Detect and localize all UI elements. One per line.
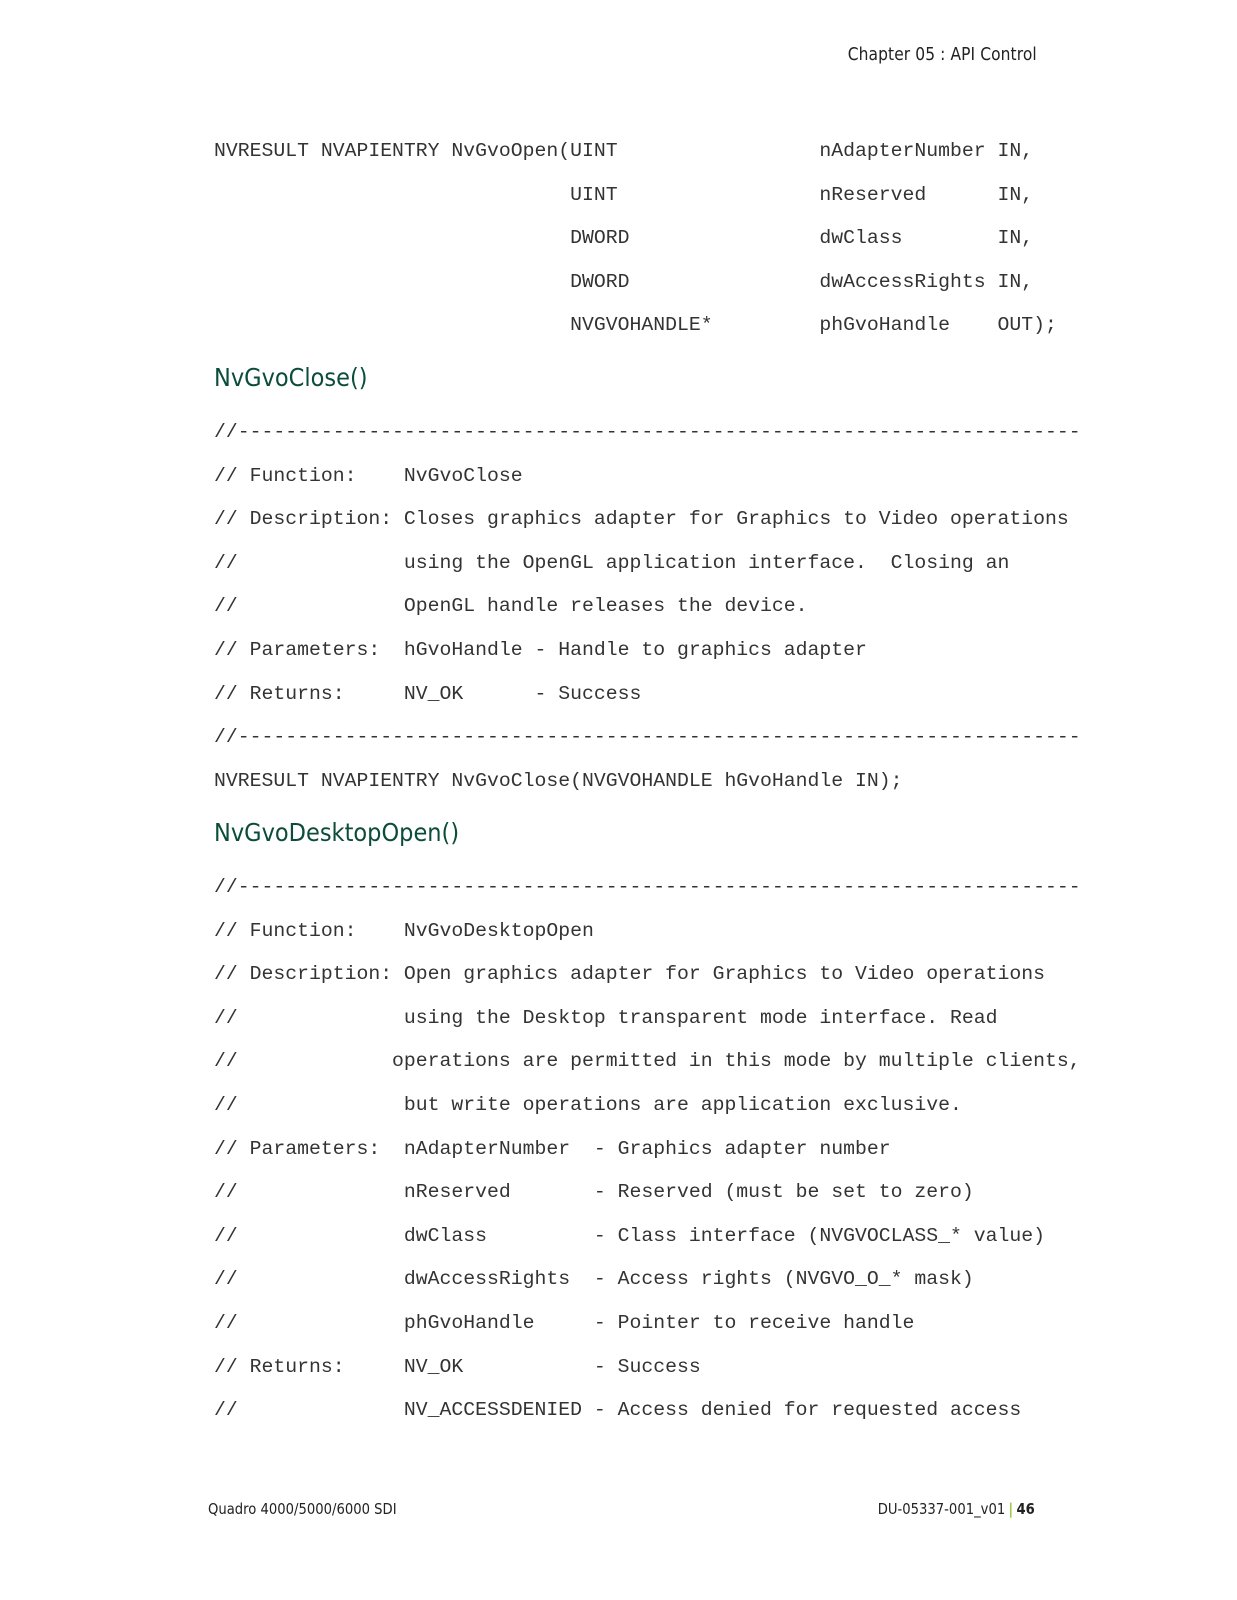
code-line: // Function: NvGvoClose <box>214 464 523 487</box>
code-line: // Function: NvGvoDesktopOpen <box>214 919 594 942</box>
nvgvoclose-code-block <box>214 411 1081 803</box>
footer-doc-id: DU-05337-001_v01 <box>877 1500 1006 1518</box>
nvgvoopen-signature <box>214 130 1057 348</box>
section-heading-nvgvodesktopopen: NvGvoDesktopOpen() <box>214 818 460 847</box>
code-line: // OpenGL handle releases the device. <box>214 595 808 618</box>
code-line: // but write operations are application exclusive. <box>214 1093 962 1116</box>
code-line: // Returns: NV_OK - Success <box>214 1355 701 1378</box>
code-line: // Returns: NV_OK - Success <box>214 682 642 705</box>
nvgvodesktopopen-code-block <box>214 866 1081 1433</box>
code-line: // nReserved - Reserved (must be set to zero) <box>214 1181 974 1204</box>
code-line: // Parameters: nAdapterNumber - Graphics adapter number <box>214 1137 891 1160</box>
code-line: // operations are permitted in this mode by multiple clients, <box>214 1050 1081 1073</box>
code-line: NVGVOHANDLE* phGvoHandle OUT); <box>214 314 1057 337</box>
code-line: // Description: Closes graphics adapter for Graphics to Video operations <box>214 508 1069 531</box>
code-line: //----------------------------------------------------------------------- <box>214 421 1081 443</box>
code-line: //----------------------------------------------------------------------- <box>214 726 1081 749</box>
code-line: // dwClass - Class interface (NVGVOCLASS_* value) <box>214 1224 1045 1247</box>
code-line: // using the Desktop transparent mode interface. Read <box>214 1006 998 1029</box>
code-line: // phGvoHandle - Pointer to receive handle <box>214 1311 915 1334</box>
footer-document-info <box>878 1500 1035 1518</box>
code-line: DWORD dwClass IN, <box>214 227 1034 250</box>
footer-separator: | <box>1008 1500 1014 1518</box>
code-line: // Parameters: hGvoHandle - Handle to graphics adapter <box>214 638 867 661</box>
code-line: NVRESULT NVAPIENTRY NvGvoOpen(UINT nAdapterNumber IN, <box>214 140 1034 162</box>
code-line: //----------------------------------------------------------------------- <box>214 876 1081 898</box>
code-line: DWORD dwAccessRights IN, <box>214 270 1034 293</box>
code-line: UINT nReserved IN, <box>214 183 1034 206</box>
code-line: NVRESULT NVAPIENTRY NvGvoClose(NVGVOHANDLE hGvoHandle IN); <box>214 769 903 792</box>
code-line: // NV_ACCESSDENIED - Access denied for requested access <box>214 1399 1022 1422</box>
section-heading-nvgvoclose: NvGvoClose() <box>214 363 368 392</box>
code-line: // dwAccessRights - Access rights (NVGVO_O_* mask) <box>214 1268 974 1291</box>
code-line: // using the OpenGL application interface. Closing an <box>214 551 1010 574</box>
chapter-title: Chapter 05 : API Control <box>848 44 1037 65</box>
footer-page-number: 46 <box>1016 1500 1035 1518</box>
footer-product-name: Quadro 4000/5000/6000 SDI <box>208 1500 397 1518</box>
code-line: // Description: Open graphics adapter for Graphics to Video operations <box>214 963 1045 986</box>
